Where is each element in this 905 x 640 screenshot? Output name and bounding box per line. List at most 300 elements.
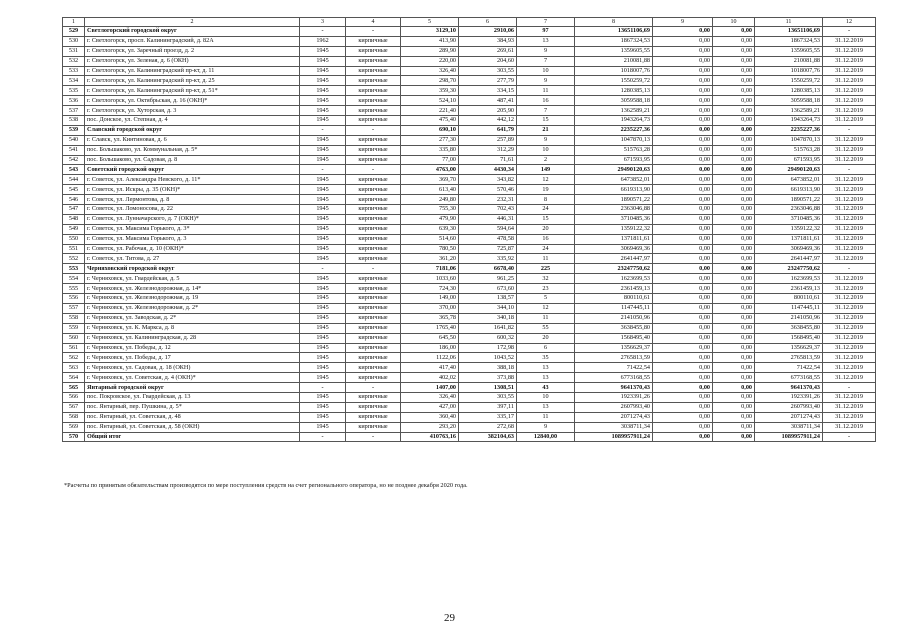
table-cell: 1945 — [300, 56, 346, 66]
table-cell: 0,00 — [713, 244, 755, 254]
table-cell: 31.12.2019 — [823, 185, 876, 195]
table-cell: 1122,06 — [401, 353, 459, 363]
column-number-cell: 3 — [300, 18, 346, 27]
table-cell: 1089957911,24 — [755, 432, 823, 442]
table-cell: 2765813,59 — [575, 353, 653, 363]
table-row — [63, 214, 876, 224]
table-cell: 303,55 — [459, 392, 517, 402]
table-cell: пос. Большаково, ул. Садовая, д. 8 — [85, 155, 300, 165]
table-cell: 23 — [517, 284, 575, 294]
table-cell: 555 — [63, 284, 85, 294]
table-cell: 1945 — [300, 284, 346, 294]
table-cell: 2361459,13 — [575, 284, 653, 294]
table-cell: кирпичные — [346, 155, 401, 165]
table-cell: 2235227,36 — [755, 125, 823, 135]
table-cell: 13651106,69 — [755, 27, 823, 37]
table-cell: 31.12.2019 — [823, 214, 876, 224]
table-cell: 31.12.2019 — [823, 353, 876, 363]
table-cell: 487,41 — [459, 96, 517, 106]
table-cell: 12 — [517, 175, 575, 185]
table-cell: Янтарный городской округ — [85, 383, 300, 393]
table-row — [63, 234, 876, 244]
column-number-cell: 6 — [459, 18, 517, 27]
table-cell: 569 — [63, 422, 85, 432]
table-cell: 1945 — [300, 116, 346, 126]
table-cell: 186,00 — [401, 343, 459, 353]
table-cell: 6773168,55 — [575, 373, 653, 383]
table-cell: 1945 — [300, 313, 346, 323]
table-cell: 31.12.2019 — [823, 205, 876, 215]
table-cell: 1623699,53 — [755, 274, 823, 284]
table-cell: г. Черняховск, ул. Победы, д. 17 — [85, 353, 300, 363]
table-cell: 410763,16 — [401, 432, 459, 442]
table-cell: 0,00 — [713, 205, 755, 215]
table-cell: кирпичные — [346, 56, 401, 66]
table-cell: 205,90 — [459, 106, 517, 116]
table-cell: г. Черняховск, ул. Садовая, д. 18 (ОКН) — [85, 363, 300, 373]
table-cell: 16 — [517, 234, 575, 244]
table-cell: кирпичные — [346, 323, 401, 333]
table-cell: 1280385,13 — [755, 86, 823, 96]
table-cell: 1765,40 — [401, 323, 459, 333]
table-row — [63, 294, 876, 304]
table-cell: 0,00 — [653, 383, 713, 393]
table-row — [63, 195, 876, 205]
table-cell: 335,80 — [401, 145, 459, 155]
table-cell: 0,00 — [653, 412, 713, 422]
table-cell: 23247750,62 — [755, 264, 823, 274]
table-cell: 204,60 — [459, 56, 517, 66]
table-cell: Черняховский городской округ — [85, 264, 300, 274]
table-cell: 1359122,32 — [755, 224, 823, 234]
table-cell: 478,58 — [459, 234, 517, 244]
table-cell: 1945 — [300, 205, 346, 215]
table-cell: 0,00 — [713, 264, 755, 274]
table-cell: 532 — [63, 56, 85, 66]
table-row — [63, 56, 876, 66]
table-cell: 0,00 — [653, 66, 713, 76]
subtotal-row — [63, 125, 876, 135]
table-cell: кирпичные — [346, 402, 401, 412]
table-cell: - — [300, 165, 346, 175]
table-cell: 1147445,11 — [755, 303, 823, 313]
table-cell: 549 — [63, 224, 85, 234]
table-cell: 2 — [517, 155, 575, 165]
table-cell: 1356629,37 — [755, 343, 823, 353]
table-cell: 0,00 — [653, 323, 713, 333]
table-cell: 515763,28 — [575, 145, 653, 155]
table-cell: 1047870,13 — [755, 135, 823, 145]
subtotal-row — [63, 27, 876, 37]
table-cell: 0,00 — [713, 175, 755, 185]
table-cell: 138,57 — [459, 294, 517, 304]
table-cell: г. Светлогорск, ул. Октябрьская, д. 16 (ОКН)* — [85, 96, 300, 106]
table-cell: 1867324,53 — [575, 36, 653, 46]
table-cell: г. Черняховск, ул. Железнодорожная, д. 14* — [85, 284, 300, 294]
table-cell: 1356629,37 — [575, 343, 653, 353]
footnote: *Расчеты по принятым обязательствам производятся по мере поступления средств на счет регионального оператора, но не позднее декабря 2020 года. — [64, 482, 468, 489]
table-cell: 563 — [63, 363, 85, 373]
table-cell: 1943264,73 — [575, 116, 653, 126]
table-cell: 1018007,76 — [755, 66, 823, 76]
table-cell: 0,00 — [653, 432, 713, 442]
table-row — [63, 145, 876, 155]
table-cell: кирпичные — [346, 36, 401, 46]
table-cell: пос. Большаково, ул. Коммунальная, д. 5* — [85, 145, 300, 155]
table-cell: - — [346, 432, 401, 442]
table-cell: кирпичные — [346, 195, 401, 205]
table-cell: 0,00 — [653, 125, 713, 135]
table-cell: 1945 — [300, 234, 346, 244]
table-row — [63, 353, 876, 363]
table-cell: 0,00 — [653, 244, 713, 254]
table-cell: 1945 — [300, 66, 346, 76]
table-cell: 397,11 — [459, 402, 517, 412]
table-cell: 417,40 — [401, 363, 459, 373]
table-cell: 31.12.2019 — [823, 313, 876, 323]
table-cell: 539 — [63, 125, 85, 135]
table-cell: 0,00 — [653, 402, 713, 412]
table-cell: 19 — [517, 185, 575, 195]
table-cell: 0,00 — [713, 116, 755, 126]
table-cell: г. Советск, ул. Лунначарского, д. 7 (ОКН)* — [85, 214, 300, 224]
table-cell: 232,31 — [459, 195, 517, 205]
table-cell: 31.12.2019 — [823, 294, 876, 304]
table-cell: 20 — [517, 224, 575, 234]
table-cell: кирпичные — [346, 234, 401, 244]
table-cell: Общий итог — [85, 432, 300, 442]
table-cell: 0,00 — [653, 27, 713, 37]
table-cell: 0,00 — [653, 264, 713, 274]
table-cell: 557 — [63, 303, 85, 313]
table-cell: 365,78 — [401, 313, 459, 323]
table-cell: 6473852,01 — [575, 175, 653, 185]
table-cell: - — [346, 383, 401, 393]
table-cell: 293,20 — [401, 422, 459, 432]
table-cell: 0,00 — [653, 205, 713, 215]
table-cell: 1371811,61 — [575, 234, 653, 244]
table-cell: 0,00 — [653, 145, 713, 155]
table-cell: 31.12.2019 — [823, 392, 876, 402]
table-cell: г. Советск, ул. Ломоносова, д. 22 — [85, 205, 300, 215]
table-cell: 31.12.2019 — [823, 412, 876, 422]
table-cell: 71422,54 — [755, 363, 823, 373]
table-cell: 149,00 — [401, 294, 459, 304]
table-cell: 31.12.2019 — [823, 363, 876, 373]
table-cell: 2641447,97 — [755, 254, 823, 264]
table-cell: 564 — [63, 373, 85, 383]
table-cell: 31.12.2019 — [823, 284, 876, 294]
table-cell: 1945 — [300, 96, 346, 106]
table-cell: 15 — [517, 214, 575, 224]
table-row — [63, 343, 876, 353]
table-cell: 1945 — [300, 175, 346, 185]
column-number-cell: 7 — [517, 18, 575, 27]
table-cell: кирпичные — [346, 96, 401, 106]
table-cell: г. Светлогорск, ул. Зеленая, д. 6 (ОКН) — [85, 56, 300, 66]
table-cell: кирпичные — [346, 412, 401, 422]
table-cell: 13 — [517, 363, 575, 373]
table-cell: 3059588,18 — [755, 96, 823, 106]
table-cell: 269,61 — [459, 46, 517, 56]
table-cell: пос. Янтарный, пер. Пушкина, д. 5* — [85, 402, 300, 412]
table-cell: 0,00 — [713, 125, 755, 135]
table-row — [63, 244, 876, 254]
table-cell: 326,40 — [401, 66, 459, 76]
table-cell: 31.12.2019 — [823, 303, 876, 313]
table-cell: 15 — [517, 116, 575, 126]
table-cell: - — [300, 264, 346, 274]
table-cell: 0,00 — [713, 274, 755, 284]
table-cell: 1641,82 — [459, 323, 517, 333]
table-cell: 210081,88 — [575, 56, 653, 66]
table-cell: 13 — [517, 36, 575, 46]
table-cell: 545 — [63, 185, 85, 195]
table-cell: кирпичные — [346, 363, 401, 373]
table-cell: 0,00 — [713, 135, 755, 145]
table-cell: 3069469,36 — [575, 244, 653, 254]
table-cell: 0,00 — [713, 432, 755, 442]
table-cell: 31.12.2019 — [823, 422, 876, 432]
table-cell: 2363046,88 — [575, 205, 653, 215]
table-cell: 31.12.2019 — [823, 145, 876, 155]
table-row — [63, 323, 876, 333]
column-number-cell: 1 — [63, 18, 85, 27]
table-body — [63, 18, 876, 442]
table-cell: 31.12.2019 — [823, 343, 876, 353]
table-cell: 562 — [63, 353, 85, 363]
table-cell: 446,31 — [459, 214, 517, 224]
table-cell: 31.12.2019 — [823, 135, 876, 145]
table-cell: 1945 — [300, 135, 346, 145]
table-cell: 0,00 — [653, 422, 713, 432]
table-row — [63, 106, 876, 116]
table-cell: 1945 — [300, 244, 346, 254]
table-row — [63, 135, 876, 145]
table-cell: 77,00 — [401, 155, 459, 165]
table-cell: кирпичные — [346, 333, 401, 343]
table-cell: 10 — [517, 145, 575, 155]
table-cell: 1043,52 — [459, 353, 517, 363]
table-cell: г. Светлогорск, просп. Калининградский, д. 82А — [85, 36, 300, 46]
table-cell: - — [300, 125, 346, 135]
table-cell: 289,90 — [401, 46, 459, 56]
table-cell: 3069469,36 — [755, 244, 823, 254]
table-row — [63, 116, 876, 126]
column-number-cell: 8 — [575, 18, 653, 27]
table-cell: 335,92 — [459, 254, 517, 264]
table-cell: 536 — [63, 96, 85, 106]
table-cell: 0,00 — [653, 76, 713, 86]
table-cell: 11 — [517, 412, 575, 422]
table-cell: г. Черняховск, ул. Железнодорожная, д. 2* — [85, 303, 300, 313]
table-cell: кирпичные — [346, 224, 401, 234]
table-cell: 272,68 — [459, 422, 517, 432]
table-cell: кирпичные — [346, 313, 401, 323]
table-cell: 530 — [63, 36, 85, 46]
table-cell: 690,10 — [401, 125, 459, 135]
table-cell: 31.12.2019 — [823, 76, 876, 86]
table-cell: 31.12.2019 — [823, 155, 876, 165]
table-cell: 0,00 — [653, 86, 713, 96]
table-cell: 0,00 — [713, 422, 755, 432]
table-cell: 11 — [517, 313, 575, 323]
table-cell: 0,00 — [713, 66, 755, 76]
table-cell: 343,82 — [459, 175, 517, 185]
table-cell: кирпичные — [346, 373, 401, 383]
table-cell: 0,00 — [713, 333, 755, 343]
table-cell: 1945 — [300, 214, 346, 224]
table-cell: 4430,34 — [459, 165, 517, 175]
table-cell: 475,40 — [401, 116, 459, 126]
table-row — [63, 36, 876, 46]
table-cell: 0,00 — [713, 284, 755, 294]
table-cell: 257,89 — [459, 135, 517, 145]
table-cell: 334,15 — [459, 86, 517, 96]
table-cell: 9641370,43 — [575, 383, 653, 393]
table-cell: 0,00 — [713, 373, 755, 383]
table-cell: 780,50 — [401, 244, 459, 254]
table-cell: 3129,10 — [401, 27, 459, 37]
table-cell: 1945 — [300, 106, 346, 116]
register-table-container — [62, 17, 863, 442]
table-cell: 558 — [63, 313, 85, 323]
table-cell: г. Черняховск, ул. Советская, д. 4 (ОКН)* — [85, 373, 300, 383]
table-cell: 31.12.2019 — [823, 106, 876, 116]
table-cell: 2141050,96 — [755, 313, 823, 323]
table-cell: пос. Янтарный, ул. Советская, д. 58 (ОКН) — [85, 422, 300, 432]
table-cell: 724,30 — [401, 284, 459, 294]
table-cell: г. Черняховск, ул. Гвардейская, д. 5 — [85, 274, 300, 284]
table-cell: 11 — [517, 254, 575, 264]
table-cell: 31.12.2019 — [823, 274, 876, 284]
table-cell: кирпичные — [346, 185, 401, 195]
table-cell: 31.12.2019 — [823, 116, 876, 126]
table-cell: 1945 — [300, 86, 346, 96]
table-cell: 2361459,13 — [755, 284, 823, 294]
table-cell: 1568495,40 — [575, 333, 653, 343]
table-cell: 537 — [63, 106, 85, 116]
table-cell: 524,10 — [401, 96, 459, 106]
table-cell: 1359605,55 — [755, 46, 823, 56]
table-row — [63, 284, 876, 294]
table-cell: 0,00 — [653, 224, 713, 234]
table-row — [63, 333, 876, 343]
subtotal-row — [63, 383, 876, 393]
table-cell: кирпичные — [346, 284, 401, 294]
table-cell: 961,25 — [459, 274, 517, 284]
table-cell: 0,00 — [713, 185, 755, 195]
table-cell: кирпичные — [346, 294, 401, 304]
table-cell: 13 — [517, 373, 575, 383]
table-cell: 31.12.2019 — [823, 66, 876, 76]
table-cell: 9 — [517, 422, 575, 432]
table-cell: 21 — [517, 125, 575, 135]
table-cell: 641,79 — [459, 125, 517, 135]
table-cell: 1623699,53 — [575, 274, 653, 284]
table-cell: 0,00 — [653, 185, 713, 195]
table-row — [63, 363, 876, 373]
table-row — [63, 422, 876, 432]
subtotal-row — [63, 165, 876, 175]
column-number-row — [63, 18, 876, 27]
table-cell: 1550259,72 — [575, 76, 653, 86]
table-cell: 7 — [517, 56, 575, 66]
table-cell: 220,00 — [401, 56, 459, 66]
table-cell: кирпичные — [346, 392, 401, 402]
table-cell: 97 — [517, 27, 575, 37]
table-cell: - — [300, 432, 346, 442]
table-cell: 645,50 — [401, 333, 459, 343]
table-row — [63, 412, 876, 422]
table-cell: 702,43 — [459, 205, 517, 215]
table-row — [63, 402, 876, 412]
table-cell: 2641447,97 — [575, 254, 653, 264]
table-cell: 29490120,63 — [755, 165, 823, 175]
table-cell: пос. Покровское, ул. Гвардейская, д. 13 — [85, 392, 300, 402]
table-cell: кирпичные — [346, 254, 401, 264]
table-cell: 0,00 — [713, 195, 755, 205]
table-cell: 546 — [63, 195, 85, 205]
table-cell: 1945 — [300, 422, 346, 432]
table-cell: 514,60 — [401, 234, 459, 244]
table-cell: 1945 — [300, 333, 346, 343]
table-cell: 1945 — [300, 323, 346, 333]
table-cell: г. Светлогорск, ул. Хуторская, д. 3 — [85, 106, 300, 116]
table-cell: 540 — [63, 135, 85, 145]
table-cell: - — [346, 264, 401, 274]
table-row — [63, 274, 876, 284]
table-cell: 31.12.2019 — [823, 96, 876, 106]
table-cell: - — [346, 165, 401, 175]
table-cell: 31.12.2019 — [823, 254, 876, 264]
table-cell: 225 — [517, 264, 575, 274]
table-cell: 0,00 — [653, 284, 713, 294]
table-cell: 0,00 — [713, 224, 755, 234]
table-cell: пос. Янтарный, ул. Советская, д. 48 — [85, 412, 300, 422]
table-cell: 0,00 — [713, 303, 755, 313]
table-cell: 552 — [63, 254, 85, 264]
table-cell: 0,00 — [653, 333, 713, 343]
table-cell: 1047870,13 — [575, 135, 653, 145]
table-cell: 1945 — [300, 303, 346, 313]
table-cell: 1407,00 — [401, 383, 459, 393]
table-cell: 594,64 — [459, 224, 517, 234]
table-cell: кирпичные — [346, 343, 401, 353]
table-cell: 534 — [63, 76, 85, 86]
register-table — [62, 17, 876, 442]
table-cell: 1945 — [300, 363, 346, 373]
table-cell: 8 — [517, 195, 575, 205]
column-number-cell: 4 — [346, 18, 401, 27]
table-row — [63, 313, 876, 323]
table-cell: г. Славск, ул. Кинтиновая, д. 6 — [85, 135, 300, 145]
table-cell: 12840,00 — [517, 432, 575, 442]
table-cell: 31.12.2019 — [823, 175, 876, 185]
table-cell: - — [823, 383, 876, 393]
table-cell: кирпичные — [346, 205, 401, 215]
table-cell: 515763,28 — [755, 145, 823, 155]
table-cell: 0,00 — [653, 294, 713, 304]
table-cell: 600,32 — [459, 333, 517, 343]
table-cell: 0,00 — [713, 214, 755, 224]
table-cell: 13 — [517, 402, 575, 412]
table-cell: 2363046,88 — [755, 205, 823, 215]
table-cell: 0,00 — [713, 412, 755, 422]
table-cell: 3710485,36 — [575, 214, 653, 224]
table-cell: 1033,60 — [401, 274, 459, 284]
table-cell: 0,00 — [713, 96, 755, 106]
